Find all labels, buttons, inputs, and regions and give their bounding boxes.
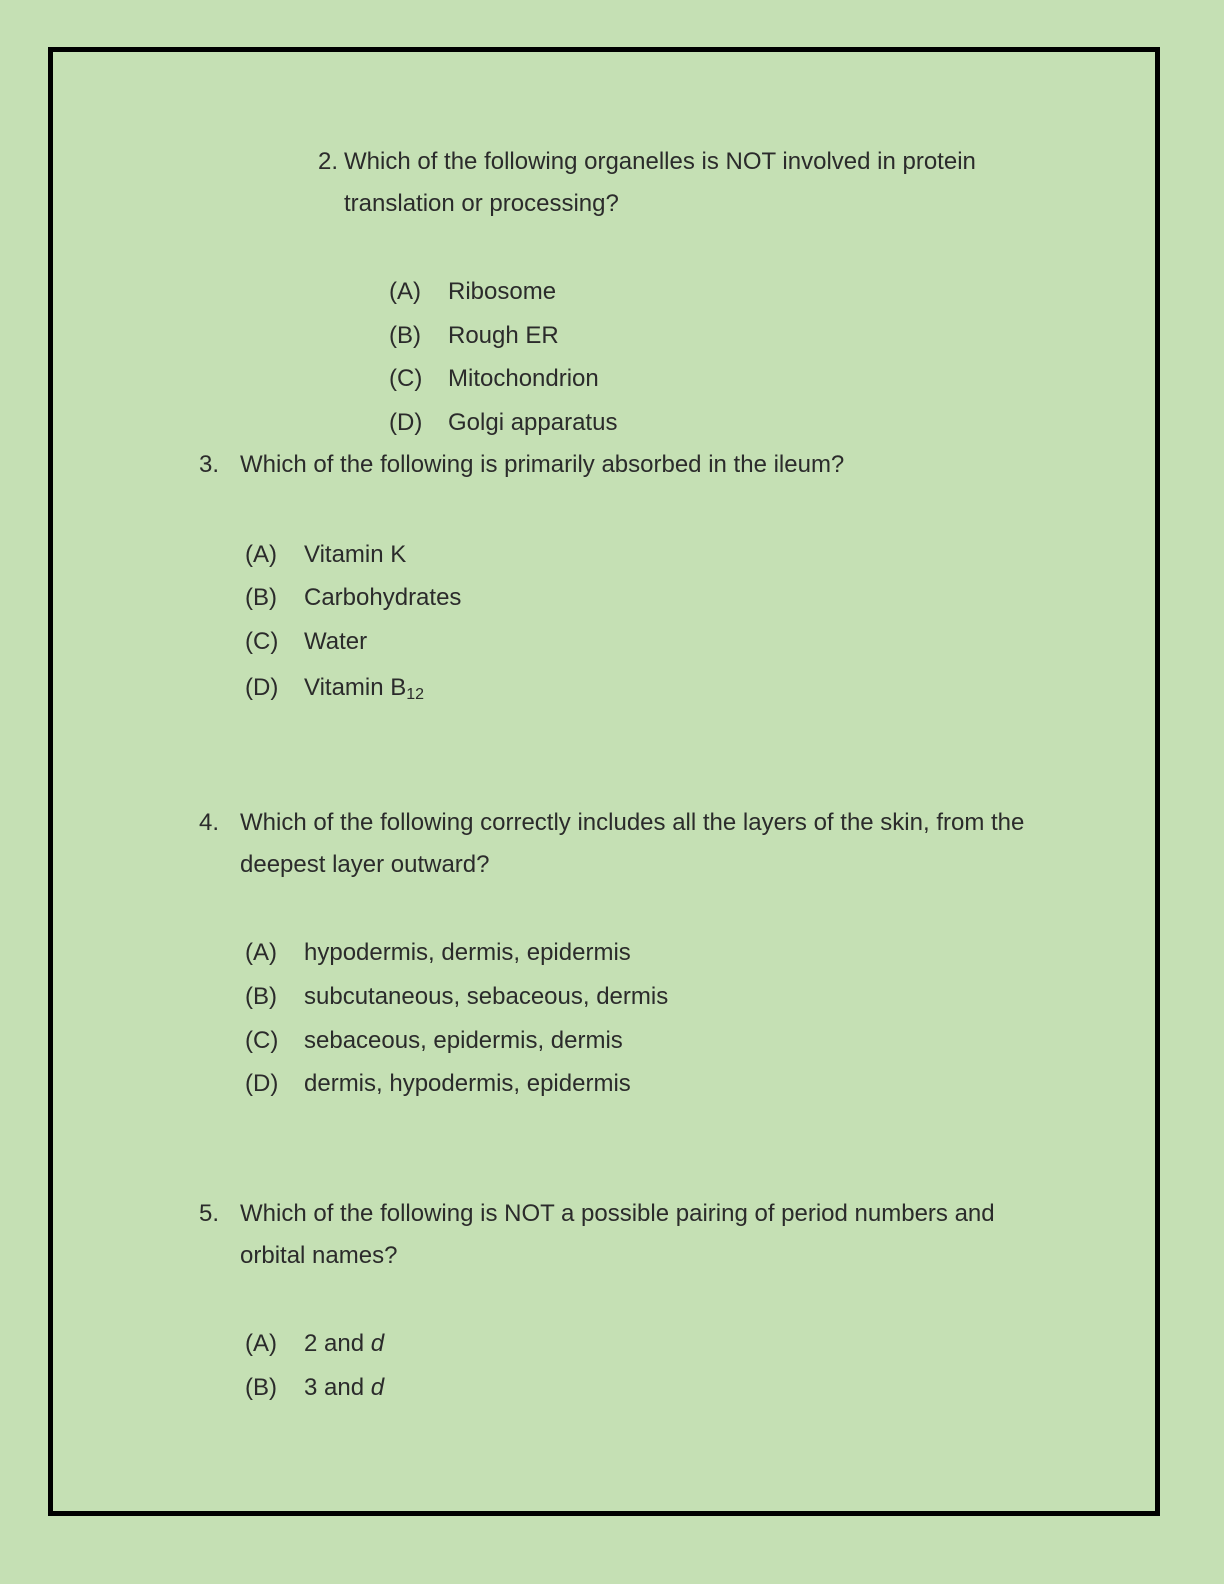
question-3 <box>199 444 1059 486</box>
option-letter: (A) <box>245 1330 277 1357</box>
option-text <box>304 1329 384 1359</box>
question-2 <box>318 141 1058 225</box>
option-italic: d <box>370 1330 385 1357</box>
option-letter: (C) <box>389 365 423 392</box>
option-letter: (C) <box>245 1027 279 1054</box>
question-4 <box>199 802 1059 886</box>
option-letter: (A) <box>245 939 277 966</box>
option-text-main: 3 and <box>304 1374 371 1401</box>
option-text: hypodermis, dermis, epidermis <box>304 939 631 966</box>
question-number: 3. <box>199 451 220 478</box>
option-text: sebaceous, epidermis, dermis <box>304 1027 623 1054</box>
question-number: 2. <box>318 148 339 175</box>
option-text-main: 2 and <box>304 1330 371 1357</box>
option-text: Vitamin K <box>304 541 407 568</box>
option-text: Carbohydrates <box>304 584 462 611</box>
option-letter: (A) <box>389 278 421 305</box>
option-letter: (B) <box>245 983 277 1010</box>
option-letter: (D) <box>389 409 423 436</box>
option-text <box>304 673 424 703</box>
option-text <box>304 1373 384 1403</box>
page-border <box>48 47 1160 1516</box>
option-text: Golgi apparatus <box>448 409 618 436</box>
option-italic: d <box>370 1374 385 1401</box>
question-number: 5. <box>199 1200 220 1227</box>
option-letter: (D) <box>245 1070 279 1097</box>
question-5 <box>199 1193 1059 1277</box>
option-letter: (C) <box>245 628 279 655</box>
option-letter: (D) <box>245 674 279 701</box>
option-text: Mitochondrion <box>448 365 599 392</box>
question-number: 4. <box>199 809 220 836</box>
question-text: Which of the following organelles is NOT involved in protein translation or processing? <box>344 148 976 217</box>
option-text: Water <box>304 628 368 655</box>
question-text: Which of the following correctly includes all the layers of the skin, from the deepest layer outward? <box>240 809 1025 878</box>
option-text: Rough ER <box>448 322 559 349</box>
question-text: Which of the following is NOT a possible pairing of period numbers and orbital names? <box>240 1200 995 1269</box>
option-text: dermis, hypodermis, epidermis <box>304 1070 631 1097</box>
question-text: Which of the following is primarily absorbed in the ileum? <box>240 451 845 478</box>
option-letter: (B) <box>245 1374 277 1401</box>
option-letter: (A) <box>245 541 277 568</box>
option-letter: (B) <box>389 322 421 349</box>
option-letter: (B) <box>245 584 277 611</box>
option-text: subcutaneous, sebaceous, dermis <box>304 983 669 1010</box>
option-text-main: Vitamin B <box>304 674 407 701</box>
option-text: Ribosome <box>448 278 557 305</box>
option-subscript: 12 <box>406 686 425 703</box>
